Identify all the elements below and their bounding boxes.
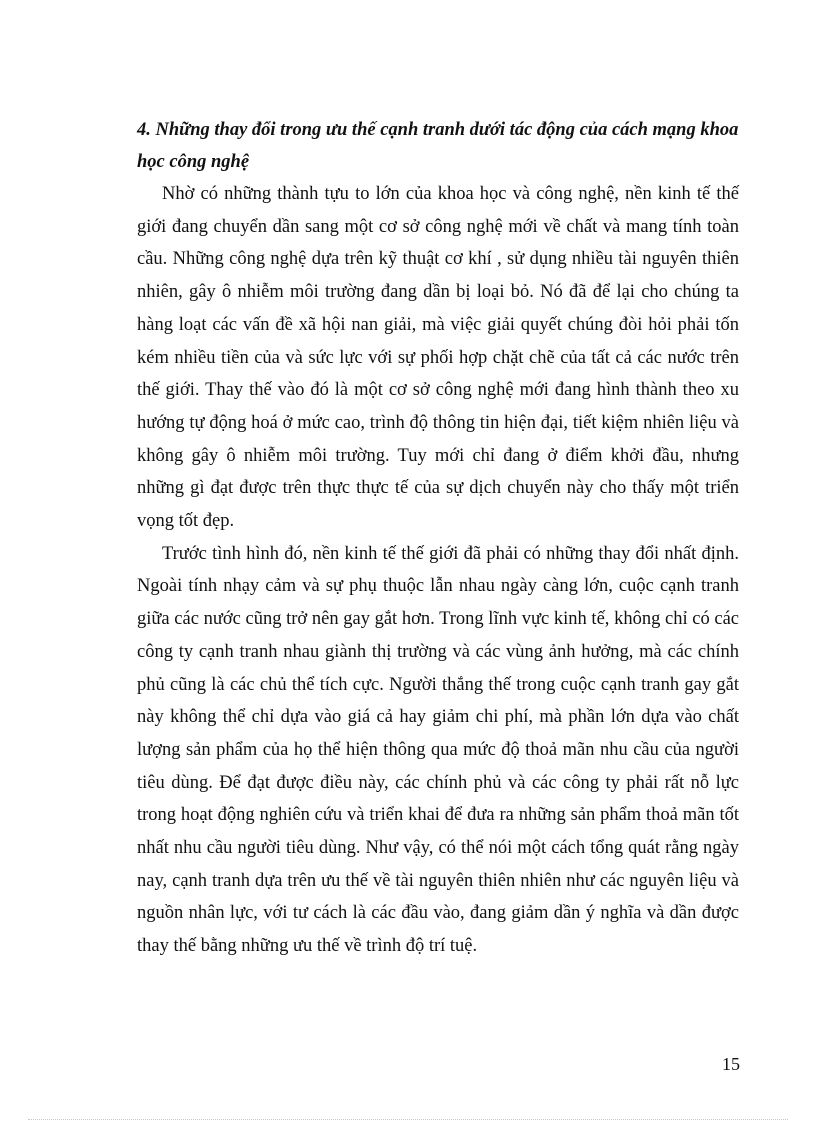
paragraph-2: Trước tình hình đó, nền kinh tế thế giới đã phải có những thay đổi nhất định. Ngoài tính nhạy cảm và sự phụ thuộc lẫn nhau ngày càng lớn, cuộc cạnh tranh giữa các nước cũng trở nên gay gắt hơn. Trong lĩnh vực kinh tế, không chỉ có các công ty cạnh tranh nhau giành thị trường và các vùng ảnh hưởng, mà các chính phủ cũng là các chủ thể tích cực. Người thắng thế trong cuộc cạnh tranh gay gắt này không thể chỉ dựa vào giá cả hay giảm chi phí, mà phần lớn dựa vào chất lượng sản phẩm của họ thể hiện thông qua mức độ thoả mãn nhu cầu của người tiêu dùng. Để đạt được điều này, các chính phủ và các công ty phải rất nỗ lực trong hoạt động nghiên cứu và triển khai để đưa ra những sản phẩm thoả mãn tốt nhất nhu cầu người tiêu dùng. Như vậy, có thể nói một cách tổng quát rằng ngày nay, cạnh tranh dựa trên ưu thế về tài nguyên thiên nhiên như các nguyên liệu và nguồn nhân lực, với tư cách là các đầu vào, đang giảm dần ý nghĩa và dần được thay thế bằng những ưu thế về trình độ trí tuệ. xyxy=(137,543,739,957)
section-heading: 4. Những thay đổi trong ưu thế cạnh tranh dưới tác động của cách mạng khoa học công nghệ xyxy=(137,120,739,172)
page-bottom-divider xyxy=(28,1119,788,1120)
page-number: 15 xyxy=(722,1054,740,1074)
paragraph-1: Nhờ có những thành tựu to lớn của khoa học và công nghệ, nền kinh tế thế giới đang chuyển dần sang một cơ sở công nghệ mới về chất và mang tính toàn cầu. Những công nghệ dựa trên kỹ thuật cơ khí , sử dụng nhiều tài nguyên thiên nhiên, gây ô nhiễm môi trường đang dần bị loại bỏ. Nó đã để lại cho chúng ta hàng loạt các vấn đề xã hội nan giải, mà việc giải quyết chúng đòi hỏi phải tốn kém nhiều tiền của và sức lực với sự phối hợp chặt chẽ của tất cả các nước trên thế giới. Thay thế vào đó là một cơ sở công nghệ mới đang hình thành theo xu hướng tự động hoá ở mức cao, trình độ thông tin hiện đại, tiết kiệm nhiên liệu và không gây ô nhiễm môi trường. Tuy mới chỉ đang ở điểm khởi đầu, nhưng những gì đạt được trên thực thực tế của sự dịch chuyển này cho thấy một triển vọng tốt đẹp. xyxy=(137,184,739,532)
document-body xyxy=(137,114,739,963)
